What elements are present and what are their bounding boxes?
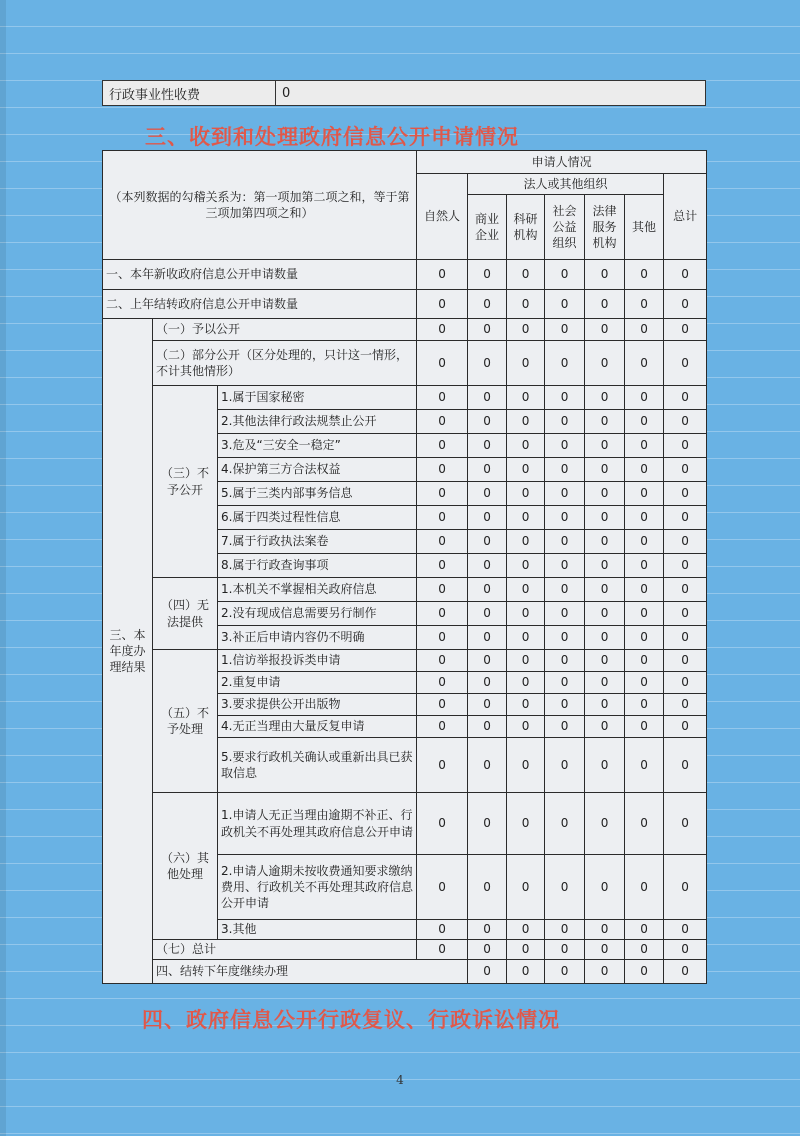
- cell-value: 0: [625, 940, 664, 960]
- cell-value: 0: [507, 672, 545, 694]
- cell-value: 0: [585, 960, 625, 984]
- cell-value: 0: [417, 319, 468, 341]
- table-row: [103, 960, 707, 984]
- cell-value: 0: [585, 716, 625, 738]
- table-row: [103, 386, 707, 410]
- cell-value: 0: [664, 602, 707, 626]
- cell-value: 0: [417, 341, 468, 386]
- row-label: 2.其他法律行政法规禁止公开: [218, 410, 417, 434]
- row-label: 2.申请人逾期未按收费通知要求缴纳费用、行政机关不再处理其政府信息公开申请: [218, 855, 417, 920]
- cell-value: 0: [468, 341, 507, 386]
- cell-value: 0: [545, 434, 585, 458]
- cell-value: 0: [625, 855, 664, 920]
- cell-value: 0: [664, 650, 707, 672]
- cell-value: 0: [625, 650, 664, 672]
- cell-value: 0: [664, 626, 707, 650]
- cell-value: 0: [545, 793, 585, 855]
- cell-value: 0: [625, 672, 664, 694]
- cell-value: 0: [585, 386, 625, 410]
- cell-value: 0: [625, 341, 664, 386]
- cell-value: 0: [585, 410, 625, 434]
- cell-value: 0: [664, 458, 707, 482]
- cell-value: 0: [625, 290, 664, 319]
- cell-value: 0: [417, 694, 468, 716]
- cell-value: 0: [468, 602, 507, 626]
- cell-value: 0: [417, 410, 468, 434]
- cell-value: 0: [625, 506, 664, 530]
- cell-value: 0: [545, 626, 585, 650]
- cell-value: 0: [625, 319, 664, 341]
- cell-value: 0: [545, 482, 585, 506]
- cell-value: 0: [625, 410, 664, 434]
- cell-value: 0: [585, 672, 625, 694]
- cell-value: 0: [664, 738, 707, 793]
- cell-value: 0: [417, 530, 468, 554]
- cell-value: 0: [625, 482, 664, 506]
- cell-value: 0: [417, 434, 468, 458]
- cell-value: 0: [585, 290, 625, 319]
- table-row: [103, 290, 707, 319]
- cell-value: 0: [664, 554, 707, 578]
- row-label: 5.要求行政机关确认或重新出具已获取信息: [218, 738, 417, 793]
- cell-value: 0: [585, 650, 625, 672]
- cell-value: 0: [664, 855, 707, 920]
- info-disclosure-table: [102, 150, 707, 984]
- cell-value: 0: [417, 482, 468, 506]
- cell-value: 0: [625, 530, 664, 554]
- cell-value: 0: [507, 626, 545, 650]
- cell-value: 0: [664, 694, 707, 716]
- cell-value: 0: [664, 940, 707, 960]
- page-edge-shadow: [0, 0, 6, 1136]
- cell-value: 0: [507, 341, 545, 386]
- row-label: 3.要求提供公开出版物: [218, 694, 417, 716]
- cell-value: 0: [468, 386, 507, 410]
- cell-value: 0: [417, 554, 468, 578]
- cell-value: 0: [507, 920, 545, 940]
- cell-value: 0: [585, 530, 625, 554]
- cell-value: 0: [664, 530, 707, 554]
- cell-value: 0: [585, 319, 625, 341]
- cell-value: 0: [468, 410, 507, 434]
- cell-value: 0: [468, 793, 507, 855]
- cell-value: 0: [468, 290, 507, 319]
- cell-value: 0: [545, 602, 585, 626]
- cell-value: 0: [585, 920, 625, 940]
- cell-value: 0: [625, 694, 664, 716]
- cell-value: 0: [664, 434, 707, 458]
- cell-value: 0: [468, 960, 507, 984]
- cell-value: 0: [585, 260, 625, 290]
- header-legal-group: 法人或其他组织: [468, 174, 664, 195]
- cell-value: 0: [585, 940, 625, 960]
- cell-value: 0: [468, 738, 507, 793]
- cell-value: 0: [585, 554, 625, 578]
- cell-value: 0: [545, 738, 585, 793]
- g4-label: （四）无法提供: [153, 578, 218, 650]
- row-label: 1.属于国家秘密: [218, 386, 417, 410]
- cell-value: 0: [507, 386, 545, 410]
- cell-value: 0: [417, 650, 468, 672]
- cell-value: 0: [417, 506, 468, 530]
- cell-value: 0: [664, 920, 707, 940]
- page-number: 4: [396, 1073, 404, 1087]
- table-row: [103, 341, 707, 386]
- cell-value: 0: [625, 738, 664, 793]
- cell-value: 0: [417, 920, 468, 940]
- table-row: [103, 940, 707, 960]
- cell-value: 0: [507, 260, 545, 290]
- cell-value: 0: [417, 602, 468, 626]
- cell-value: 0: [468, 626, 507, 650]
- cell-value: 0: [507, 716, 545, 738]
- cell-value: 0: [545, 341, 585, 386]
- cell-value: 0: [625, 554, 664, 578]
- cell-value: 0: [625, 578, 664, 602]
- cell-value: 0: [545, 920, 585, 940]
- row-label: 7.属于行政执法案卷: [218, 530, 417, 554]
- cell-value: 0: [585, 578, 625, 602]
- cell-value: 0: [507, 290, 545, 319]
- cell-value: 0: [507, 793, 545, 855]
- cell-value: 0: [545, 716, 585, 738]
- header-legal-service: 法律服务机构: [585, 195, 625, 260]
- cell-value: 0: [664, 410, 707, 434]
- cell-value: 0: [507, 694, 545, 716]
- row-label: （七）总计: [153, 940, 417, 960]
- g6-label: （六）其他处理: [153, 793, 218, 940]
- cell-value: 0: [585, 738, 625, 793]
- cell-value: 0: [625, 716, 664, 738]
- g3-label: （三）不予公开: [153, 386, 218, 578]
- table-row: [103, 319, 707, 341]
- cell-value: 0: [507, 319, 545, 341]
- header-applicant: 申请人情况: [417, 151, 707, 174]
- cell-value: 0: [468, 716, 507, 738]
- header-note: （本列数据的勾稽关系为：第一项加第二项之和，等于第三项加第四项之和）: [103, 151, 417, 260]
- cell-value: 0: [468, 319, 507, 341]
- cell-value: 0: [545, 960, 585, 984]
- cell-value: 0: [545, 940, 585, 960]
- cell-value: 0: [468, 578, 507, 602]
- cell-value: 0: [664, 341, 707, 386]
- cell-value: 0: [507, 554, 545, 578]
- cell-value: 0: [507, 410, 545, 434]
- row-label: 3.危及“三安全一稳定”: [218, 434, 417, 458]
- cell-value: 0: [625, 960, 664, 984]
- cell-value: 0: [664, 290, 707, 319]
- cell-value: 0: [507, 578, 545, 602]
- cell-value: 0: [468, 260, 507, 290]
- header-natural-person: 自然人: [417, 174, 468, 260]
- cell-value: 0: [664, 960, 707, 984]
- cell-value: 0: [625, 793, 664, 855]
- cell-value: 0: [468, 920, 507, 940]
- header-research: 科研机构: [507, 195, 545, 260]
- cell-value: 0: [417, 716, 468, 738]
- cell-value: 0: [625, 260, 664, 290]
- cell-value: 0: [468, 554, 507, 578]
- cell-value: 0: [417, 386, 468, 410]
- row-label: 2.没有现成信息需要另行制作: [218, 602, 417, 626]
- row-label: （一）予以公开: [153, 319, 417, 341]
- table-row: [103, 650, 707, 672]
- cell-value: 0: [545, 650, 585, 672]
- cell-value: 0: [664, 482, 707, 506]
- cell-value: 0: [625, 434, 664, 458]
- row-label: 1.信访举报投诉类申请: [218, 650, 417, 672]
- cell-value: 0: [507, 458, 545, 482]
- cell-value: 0: [417, 578, 468, 602]
- cell-value: 0: [507, 960, 545, 984]
- cell-value: 0: [468, 434, 507, 458]
- row-label: 4.无正当理由大量反复申请: [218, 716, 417, 738]
- cell-value: 0: [468, 855, 507, 920]
- row3-group-label: 三、本年度办理结果: [103, 319, 153, 984]
- cell-value: 0: [585, 694, 625, 716]
- cell-value: 0: [417, 855, 468, 920]
- cell-value: 0: [507, 650, 545, 672]
- cell-value: 0: [468, 650, 507, 672]
- row-label: 2.重复申请: [218, 672, 417, 694]
- cell-value: 0: [507, 530, 545, 554]
- header-other: 其他: [625, 195, 664, 260]
- cell-value: 0: [545, 458, 585, 482]
- cell-value: 0: [625, 920, 664, 940]
- fee-row-table: [102, 80, 706, 106]
- cell-value: 0: [507, 434, 545, 458]
- cell-value: 0: [417, 458, 468, 482]
- row-label: 3.补正后申请内容仍不明确: [218, 626, 417, 650]
- cell-value: 0: [545, 530, 585, 554]
- cell-value: 0: [417, 626, 468, 650]
- cell-value: 0: [585, 626, 625, 650]
- cell-value: 0: [664, 716, 707, 738]
- cell-value: 0: [468, 940, 507, 960]
- cell-value: 0: [468, 506, 507, 530]
- cell-value: 0: [664, 793, 707, 855]
- cell-value: 0: [585, 341, 625, 386]
- cell-value: 0: [664, 319, 707, 341]
- cell-value: 0: [545, 410, 585, 434]
- cell-value: 0: [625, 626, 664, 650]
- cell-value: 0: [507, 940, 545, 960]
- cell-value: 0: [585, 602, 625, 626]
- section-3-title: 三、收到和处理政府信息公开申请情况: [145, 125, 519, 149]
- cell-value: 0: [664, 578, 707, 602]
- row-label: （二）部分公开（区分处理的，只计这一情形，不计其他情形）: [153, 341, 417, 386]
- header-total: 总计: [664, 174, 707, 260]
- cell-value: 0: [545, 386, 585, 410]
- cell-value: 0: [545, 578, 585, 602]
- cell-value: 0: [664, 672, 707, 694]
- cell-value: 0: [585, 434, 625, 458]
- cell-value: 0: [468, 694, 507, 716]
- cell-value: 0: [545, 290, 585, 319]
- row-label: 四、结转下年度继续办理: [153, 960, 468, 984]
- cell-value: 0: [417, 260, 468, 290]
- cell-value: 0: [625, 386, 664, 410]
- row-label: 一、本年新收政府信息公开申请数量: [103, 260, 417, 290]
- cell-value: 0: [417, 940, 468, 960]
- cell-value: 0: [664, 260, 707, 290]
- cell-value: 0: [468, 530, 507, 554]
- header-social: 社会公益组织: [545, 195, 585, 260]
- row-label: 5.属于三类内部事务信息: [218, 482, 417, 506]
- row-label: 1.本机关不掌握相关政府信息: [218, 578, 417, 602]
- header-commercial: 商业企业: [468, 195, 507, 260]
- cell-value: 0: [585, 482, 625, 506]
- table-row: [103, 793, 707, 855]
- cell-value: 0: [507, 506, 545, 530]
- fee-label: 行政事业性收费: [103, 81, 276, 106]
- g5-label: （五）不予处理: [153, 650, 218, 793]
- cell-value: 0: [507, 482, 545, 506]
- row-label: 8.属于行政查询事项: [218, 554, 417, 578]
- cell-value: 0: [585, 793, 625, 855]
- cell-value: 0: [625, 458, 664, 482]
- cell-value: 0: [417, 738, 468, 793]
- cell-value: 0: [585, 458, 625, 482]
- cell-value: 0: [468, 458, 507, 482]
- table-row: [103, 578, 707, 602]
- cell-value: 0: [545, 694, 585, 716]
- cell-value: 0: [468, 672, 507, 694]
- cell-value: 0: [545, 319, 585, 341]
- row-label: 二、上年结转政府信息公开申请数量: [103, 290, 417, 319]
- section-4-title: 四、政府信息公开行政复议、行政诉讼情况: [142, 1008, 560, 1032]
- cell-value: 0: [507, 738, 545, 793]
- fee-value: 0: [276, 81, 706, 106]
- cell-value: 0: [545, 506, 585, 530]
- row-label: 1.申请人无正当理由逾期不补正、行政机关不再处理其政府信息公开申请: [218, 793, 417, 855]
- cell-value: 0: [507, 602, 545, 626]
- cell-value: 0: [585, 506, 625, 530]
- cell-value: 0: [664, 386, 707, 410]
- cell-value: 0: [545, 855, 585, 920]
- cell-value: 0: [545, 554, 585, 578]
- row-label: 6.属于四类过程性信息: [218, 506, 417, 530]
- cell-value: 0: [417, 290, 468, 319]
- cell-value: 0: [417, 793, 468, 855]
- cell-value: 0: [468, 482, 507, 506]
- cell-value: 0: [417, 672, 468, 694]
- row-label: 3.其他: [218, 920, 417, 940]
- row-label: 4.保护第三方合法权益: [218, 458, 417, 482]
- cell-value: 0: [625, 602, 664, 626]
- cell-value: 0: [664, 506, 707, 530]
- cell-value: 0: [545, 260, 585, 290]
- cell-value: 0: [545, 672, 585, 694]
- table-row: [103, 260, 707, 290]
- cell-value: 0: [507, 855, 545, 920]
- cell-value: 0: [585, 855, 625, 920]
